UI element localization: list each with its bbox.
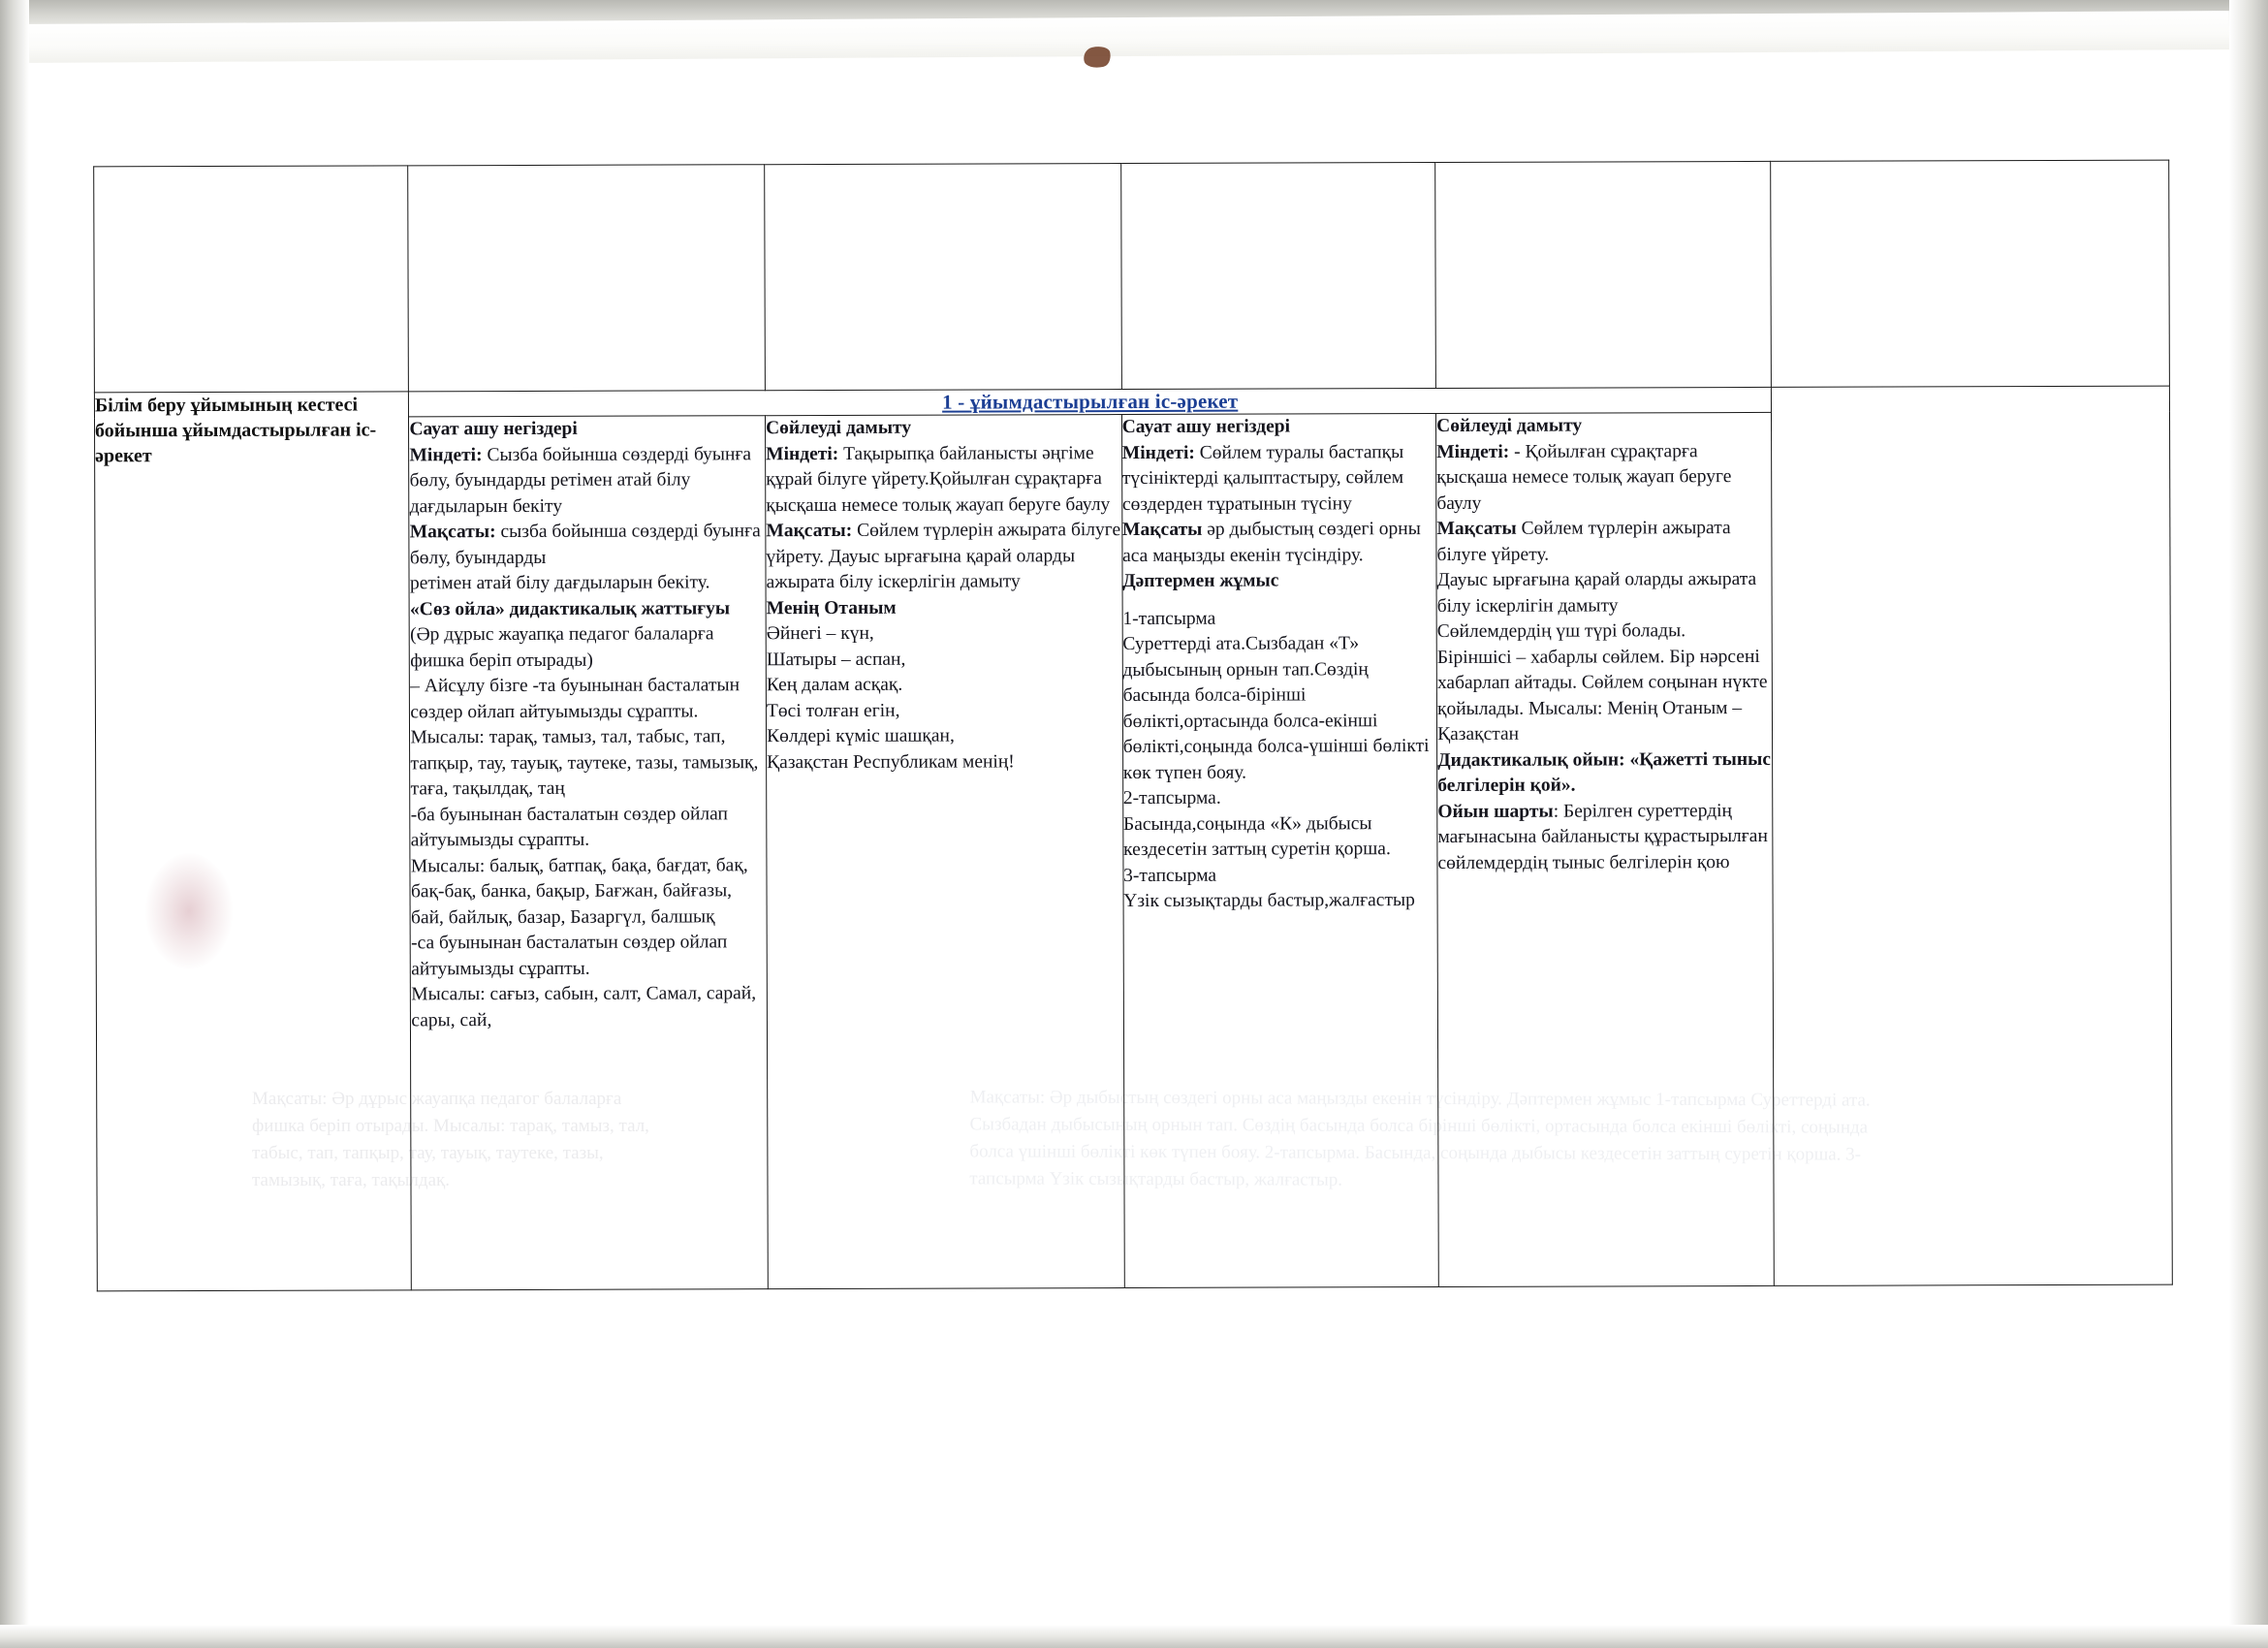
block-3-8: 3-тапсырма [1123, 865, 1217, 886]
block-1-1: Мақсаты: сызба бойынша сөздерді буынға бөлу, буындарды [409, 521, 761, 568]
empty-cell-last [1771, 386, 2172, 1285]
block-2-6: Төсі толған егін, [766, 700, 900, 721]
empty-cell-4 [1120, 163, 1435, 390]
block-1-0: Міндеті: Сызба бойынша сөздерді буынға бөлу, буындарды ретімен атай білу дағдыларын бекіту [409, 443, 752, 517]
block-1-10: Мысалы: сағыз, сабын, салт, Самал, сарай, сары, сай, [411, 983, 757, 1030]
block-3-0: Міндеті: Сөйлем туралы бастапқы түсініктерді қалыптастыру, сөйлем сөздерден тұратынын түсіну [1121, 441, 1404, 515]
block-2-8: Қазақстан Республикам менің! [767, 750, 1015, 773]
column-heading-1: Сауат ашу негіздері [409, 418, 578, 440]
scan-edge-bottom [0, 1625, 2268, 1648]
block-3-5: Суреттерді ата.Сызбадан «Т» дыбысының орнын тап.Сөздің басында болса-бірінші бөлікті,ортасында болса-екінші бөлікті,соңында болса-үшінші бөлікті көк түпен бояу. [1122, 633, 1430, 783]
block-1-4: (Әр дұрыс жауапқа педагог балаларға фишка беріп отырады) [410, 623, 714, 671]
block-3-7: Басында,соңында «К» дыбысы кездесетін заттың суретін қорша. [1122, 812, 1391, 861]
row-label-cell [94, 392, 411, 1291]
block-3-6: 2-тапсырма. [1122, 787, 1221, 809]
column-heading-2: Сөйлеуді дамыту [766, 417, 912, 439]
column-heading-3: Сауат ашу негіздері [1121, 416, 1291, 438]
block-2-0: Міндеті: Тақырыпқа байланысты әңгіме құрай білуге үйрету.Қойылған сұрақтарға қысқаша немесе толық жауап беруге баулу [766, 442, 1111, 516]
block-3-2: Дәптермен жұмыс [1122, 570, 1279, 592]
block-4-6: Ойын шарты: Берілген суреттердің мағынасына байланысты құрастырылған сөйлемдердің тыныс белгілерін қою [1437, 800, 1768, 873]
block-1-6: Мысалы: тарақ, тамыз, тал, табыс, тап, тапқыр, тау, тауық, таутеке, тазы, тамызық, таға, тақылдақ, таң [410, 726, 759, 800]
table-row-section-title [94, 386, 2169, 418]
scan-edge-left [0, 0, 29, 1648]
block-2-2: Менің Отаным [766, 597, 897, 618]
block-1-5: – Айсұлу бізге -та буынынан басталатын сөздер ойлап айтуымызды сұрапты. [410, 675, 740, 722]
block-1-3: «Сөз ойла» дидактикалық жаттығуы [409, 597, 731, 619]
empty-cell-1 [94, 166, 409, 393]
bleed-through-text-right: Мақсаты: Әр дыбыстың сөздегі орны аса маңызды екенін түсіндіру. Дәптермен жұмыс 1-тапсырма Суреттерді ата. Сызбадан дыбысының орнын тап. Сөздің басында болса бірінші бөлікті, ортасында болса екінші бөлікті, соңында болса үшінші бөлікті көк түпен бояу. 2-тапсырма. Басында, соңында дыбысы кездесетін заттың суретін қорша. 3-тапсырма Үзік сызықтарды бастыр, жалғастыр. [969, 1087, 1871, 1190]
block-4-5: Дидактикалық ойын: «Қажетті тыныс белгілерін қой». [1437, 748, 1772, 797]
block-2-7: Көлдері күміс шашқан, [767, 725, 955, 747]
lesson-plan-table [93, 160, 2173, 1292]
content-cell-literacy-1 [409, 416, 768, 1290]
block-1-7: -ба буынынан басталатын сөздер ойлап айтуымызды сұрапты. [410, 803, 728, 851]
block-3-1: Мақсаты әр дыбыстың сөздегі орны аса маңызды екенін түсіндіру. [1122, 519, 1421, 566]
block-2-4: Шатыры – аспан, [766, 649, 906, 670]
empty-cell-5 [1435, 161, 1772, 388]
block-4-0: Міндеті: - Қойылған сұрақтарға қысқаша немесе толық жауап беруге баулу [1436, 440, 1732, 514]
block-3-spacer [1122, 594, 1435, 607]
block-2-5: Кең далам асқақ. [766, 674, 903, 696]
bleed-through-text-left: Мақсаты: Әр дұрыс жауапқа педагог балаларға фишка беріп отырады. Мысалы: тарақ, тамыз, тал, табыс, тап, тапқыр, тау, тауық, таутеке, тазы, тамызық, таға, тақылдақ. [252, 1089, 649, 1190]
block-1-9: -са буынынан басталатын сөздер ойлап айтуымызды сұрапты. [411, 932, 728, 979]
empty-cell-6 [1771, 160, 2170, 387]
block-3-4: 1-тапсырма [1122, 608, 1216, 629]
empty-cell-3 [765, 164, 1121, 391]
block-2-3: Әйнегі – күн, [766, 622, 874, 645]
block-4-2: Дауыс ырғағына қарай оларды ажырата білу іскерлігін дамыту [1436, 568, 1757, 617]
block-4-1: Мақсаты Сөйлем түрлерін ажырата білуге үйрету. [1436, 518, 1731, 565]
block-1-8: Мысалы: балық, батпақ, бақа, бағдат, бақ, бақ-бақ, банка, бақыр, Бағжан, байғазы, бай, байлық, базар, Базаргүл, балшық [410, 854, 748, 928]
row-label-text: Білім беру ұйымының кестесі бойынша ұйымдастырылған іс-әрекет [94, 394, 377, 467]
section-title-text: 1 - ұйымдастырылған іс-әрекет [942, 389, 1239, 414]
scan-edge-right [2229, 0, 2268, 1648]
block-2-1: Мақсаты: Сөйлем түрлерін ажырата білуге үйрету. Дауыс ырғағына қарай оларды ажырата білу іскерлігін дамыту [766, 520, 1121, 593]
block-3-9: Үзік сызықтарды бастыр,жалғастыр [1123, 890, 1415, 912]
block-4-3: Сөйлемдердің үш түрі болады. [1436, 620, 1686, 643]
content-cell-speech-2 [1436, 412, 1775, 1286]
table-row-empty [94, 160, 2170, 393]
block-1-2: ретімен атай білу дағдыларын бекіту. [409, 572, 710, 594]
column-heading-4: Сөйлеуді дамыту [1436, 415, 1583, 437]
content-cell-literacy-2 [1121, 414, 1438, 1288]
block-4-4: Біріншісі – хабарлы сөйлем. Бір нәрсені хабарлап айтады. Сөйлем соңынан нүкте қойылады. Мысалы: Менің Отаным – Қазақстан [1436, 646, 1768, 745]
content-cell-speech-1 [766, 415, 1124, 1289]
empty-cell-2 [408, 165, 765, 392]
